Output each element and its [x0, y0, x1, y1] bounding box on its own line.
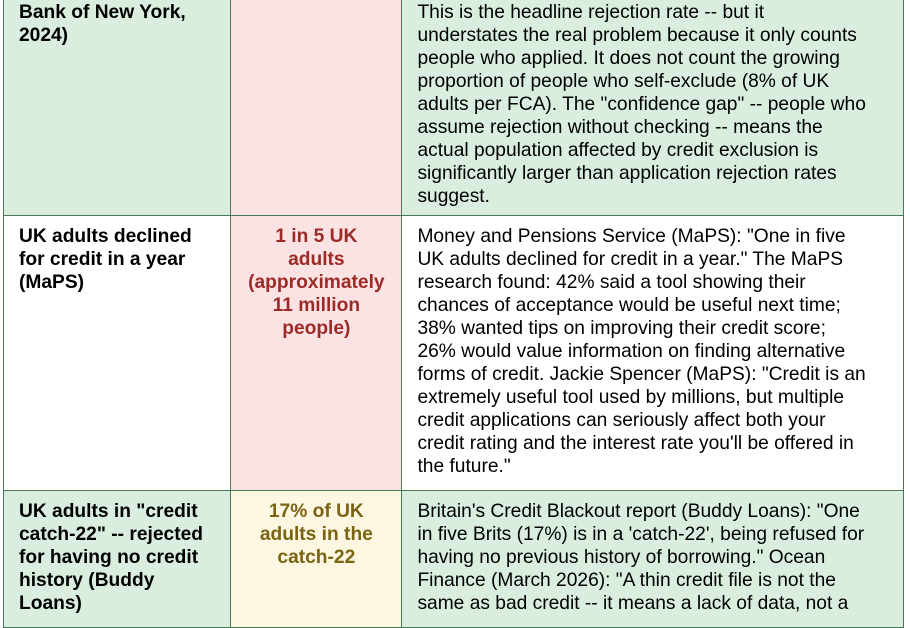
- table-row: [4, 216, 904, 491]
- table-row: [4, 491, 904, 628]
- metric-cell: [4, 491, 231, 628]
- metric-label: UK adults in "credit catch-22" -- rejected for having no credit history (Buddy Loans): [19, 501, 203, 614]
- notes-text: This is the headline rejection rate -- but it understates the real problem because it only counts people who applied. It does not count the growing proportion of people who self-exclude (8% of UK adults per FCA). The "confidence gap" -- people who assume rejection without checking -- means the actual population affected by credit exclusion is significantly larger than application rejection rates suggest.: [417, 2, 866, 207]
- value-cell: [231, 0, 402, 216]
- value-label: 17% of UK adults in the catch-22: [259, 501, 373, 568]
- notes-cell: [402, 216, 904, 491]
- value-label: 1 in 5 UK adults (approximately 11 million people): [248, 226, 385, 339]
- value-cell: [231, 491, 402, 628]
- metric-label: Bank of New York, 2024): [19, 2, 186, 46]
- table-row: [4, 0, 904, 216]
- notes-cell: [402, 0, 904, 216]
- metric-cell: [4, 216, 231, 491]
- notes-text: Britain's Credit Blackout report (Buddy Loans): "One in five Brits (17%) is in a 'catch-22', being refused for having no previous history of borrowing." Ocean Finance (March 2026): "A thin credit file is not the same as bad credit -- it means a lack of data, not a: [417, 501, 865, 614]
- notes-cell: [402, 491, 904, 628]
- notes-text: Money and Pensions Service (MaPS): "One in five UK adults declined for credit in a year." The MaPS research found: 42% said a tool showing their chances of acceptance would be useful next time; 38% wanted tips on improving their credit score; 26% would value information on finding alternative forms of credit. Jackie Spencer (MaPS): "Credit is an extremely useful tool used by millions, but multiple credit applications can seriously affect both your credit rating and the interest rate you'll be offered in the future.": [417, 226, 866, 477]
- value-cell: [231, 216, 402, 491]
- statistics-table: [3, 0, 904, 628]
- metric-label: UK adults declined for credit in a year (MaPS): [19, 226, 192, 293]
- metric-cell: [4, 0, 231, 216]
